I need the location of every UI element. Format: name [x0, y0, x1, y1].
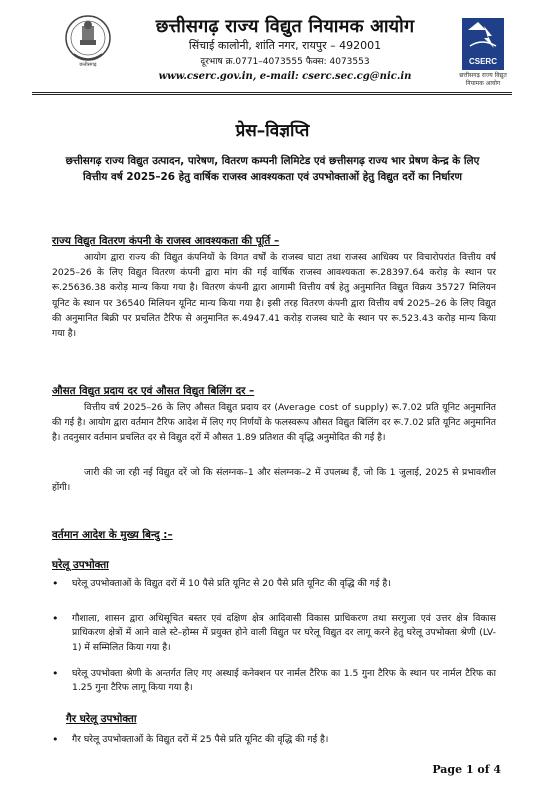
- list-item-text: गौशाला, शासन द्वारा अधिसूचित बस्तर एवं दक्षिण क्षेत्र आदिवासी विकास प्राधिकरण तथा सरगुजा एवं उत्तर क्षेत्र विकास प्राधिकरण क्षेत्रों में आने वाले स्टे–होम्स में प्रयुक्त होने वाली विद्युत पर घरेलू विद्युत दर लागू करने हेतु घरेलू उपभोक्ता श्रेणी (LV-1) में सम्मिलित किया गया है।: [72, 613, 496, 653]
- section-heading-revenue: राज्य विद्युत वितरण कंपनी के राजस्व आवश्यकता की पूर्ति –: [52, 235, 280, 247]
- page-title: प्रेस–विज्ञप्ति: [235, 121, 310, 141]
- list-item: [52, 667, 496, 696]
- org-address: सिंचाई कालोनी, शांति नगर, रायपुर – 492001: [188, 39, 382, 52]
- section-paragraph-revenue: [52, 250, 496, 341]
- org-phone-fax: दूरभाष क्र.0771–4073555 फैक्स: 4073553: [200, 57, 370, 67]
- list-item-text: घरेलू उपभोक्ताओं के विद्युत दरों में 10 पैसे प्रति यूनिट से 20 पैसे प्रति यूनिट की वृद्धि की गई है।: [72, 578, 391, 589]
- section-paragraph-effective: [52, 465, 496, 495]
- subheading-domestic: घरेलू उपभोक्ता: [52, 559, 109, 571]
- letterhead: [0, 0, 545, 100]
- org-web-email: www.cserc.gov.in, e-mail: cserc.sec.cg@nic.in: [158, 71, 412, 82]
- logo-caption: छत्तीसगढ़ राज्य विद्युत नियामक आयोग: [459, 72, 507, 87]
- bullet-icon: •: [52, 733, 59, 746]
- list-item-text: घरेलू उपभोक्ता श्रेणी के अन्तर्गत लिए गए अस्थाई कनेक्शन पर नार्मल टैरिफ का 1.5 गुना टैरिफ के स्थान पर नार्मल टैरिफ का 1.25 गुना टैरिफ लागू किया गया है।: [72, 668, 496, 694]
- list-item: [52, 733, 496, 747]
- header-divider: [32, 92, 512, 93]
- logo-text: CSERC: [468, 57, 498, 66]
- section-heading-highlights: वर्तमान आदेश के मुख्य बिन्दु :–: [52, 529, 173, 541]
- subject-heading: छत्तीसगढ़ राज्य विद्युत उत्पादन, पारेषण, वितरण कम्पनी लिमिटेड एवं छत्तीसगढ़ राज्य भार प्रेषण केन्द्र के लिए वित्तीय वर्ष 2025–26 हेतु वार्षिक राजस्व आवश्यकता एवं उपभोक्ताओं हेतु विद्युत दरों का निर्धारण: [65, 155, 480, 183]
- subheading-nondomestic: गैर घरेलू उपभोक्ता: [66, 713, 137, 725]
- paragraph-text: आयोग द्वारा राज्य की विद्युत कंपनियों के विगत वर्षों के राजस्व घाटा तथा राजस्व आधिक्य पर विचारोपरांत वित्तीय वर्ष 2025–26 के लिए विद्युत वितरण कंपनी द्वारा मांग की गई वार्षिक राजस्व आवश्यकता रू.28397.64 करोड़ के स्थान पर रू.25636.38 करोड़ मान्य किया गया है। वितरण कंपनी द्वारा आगामी वित्तीय वर्ष हेतु अनुमानित विद्युत विक्रय 35727 मिलियन यूनिट के स्थान पर 36540 मिलियन यूनिट मान्य किया गया है। इसी तरह वितरण कंपनी द्वारा वित्तीय वर्ष 2025–26 के लिए विद्युत की अनुमानित बिक्री पर प्रचलित टैरिफ से अनुमानित रू.4947.41 करोड़ राजस्व घाटे के स्थान पर रू.523.43 करोड़ मान्य किया गया है।: [52, 252, 496, 340]
- header-divider-2: [32, 94, 512, 95]
- bullet-icon: •: [52, 577, 59, 590]
- bullet-icon: •: [52, 612, 59, 625]
- page-number: Page 1 of 4: [432, 763, 501, 776]
- cserc-logo-icon: [462, 18, 504, 70]
- list-item: [52, 612, 496, 655]
- svg-text:छत्तीसगढ़: छत्तीसगढ़: [79, 62, 97, 68]
- section-heading-tariff: औसत विद्युत प्रदाय दर एवं औसत विद्युत बिलिंग दर –: [52, 385, 255, 397]
- state-emblem-icon: [64, 14, 112, 68]
- list-item: [52, 577, 496, 591]
- section-paragraph-tariff: [52, 400, 496, 446]
- paragraph-text: वित्तीय वर्ष 2025–26 के लिए औसत विद्युत प्रदाय दर (Average cost of supply) रू.7.02 प्रति यूनिट अनुमानित की गई है। आयोग द्वारा वर्तमान टैरिफ आदेश में लिए गए निर्णयों के फलस्वरूप औसत विद्युत बिलिंग दर रू.7.02 प्रति यूनिट अनुमानित है। तदनुसार वर्तमान प्रचलित दर से विद्युत दरों में औसत 1.89 प्रतिशत की वृद्धि अनुमोदित की गई है।: [52, 402, 496, 444]
- bullet-icon: •: [52, 667, 59, 680]
- list-item-text: गैर घरेलू उपभोक्ताओं के विद्युत दरों में 25 पैसे प्रति यूनिट की वृद्धि की गई है।: [72, 734, 329, 745]
- paragraph-text: जारी की जा रही नई विद्युत दरें जो कि संलग्नक–1 और संलग्नक–2 में उपलब्ध हैं, जो कि 1 जुलाई, 2025 से प्रभावशील होंगी।: [52, 467, 496, 494]
- org-name: छत्तीसगढ़ राज्य विद्युत नियामक आयोग: [155, 16, 415, 37]
